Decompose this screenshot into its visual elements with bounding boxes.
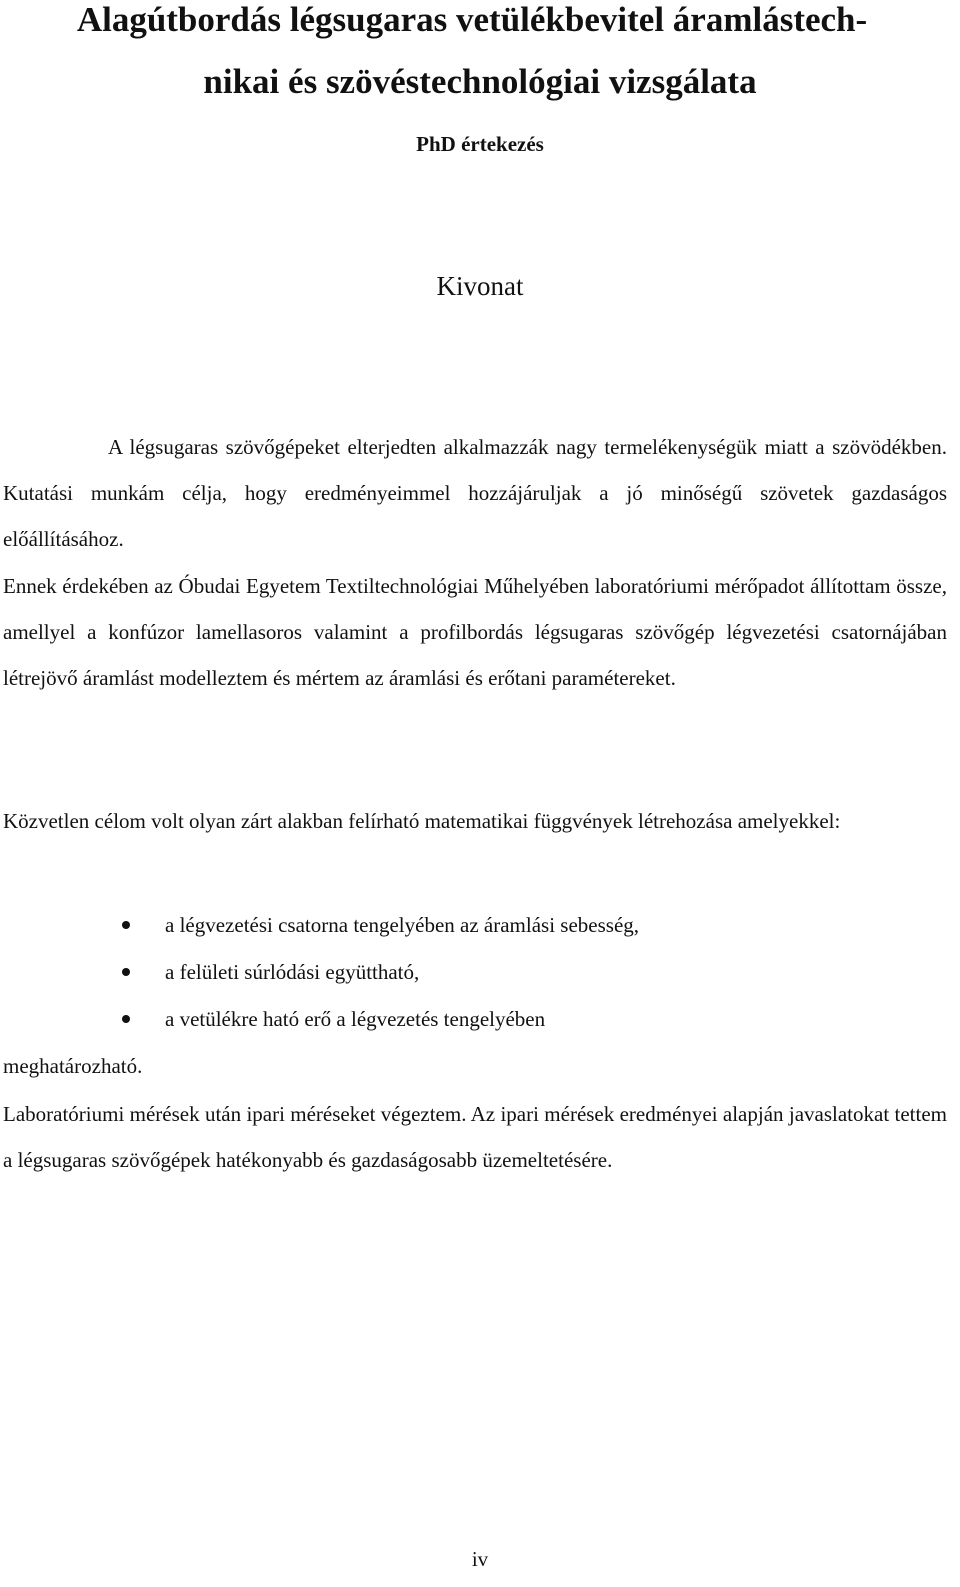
document-title-line-1: Alagútbordás légsugaras vetülékbevitel áramlástech- <box>76 0 868 39</box>
abstract-paragraph-2: Ennek érdekében az Óbudai Egyetem Textiltechnológiai Műhelyében laboratóriumi mérőpadot állítottam össze, amellyel a konfúzor lamellasoros valamint a profilbordás légsugaras szövőgép légvezetési csatornájában létrejövő áramlást modelleztem és mértem az áramlási és erőtani paramétereket. <box>3 574 947 690</box>
document-subtitle: PhD értekezés <box>416 132 544 156</box>
list-item <box>0 996 960 1043</box>
page-number: iv <box>471 1547 489 1571</box>
after-list-text: meghatározható. <box>3 1054 143 1078</box>
closing-paragraph: Laboratóriumi mérések után ipari méréseket végeztem. Az ipari mérések eredményei alapján javaslatokat tettem a légsugaras szövőgépek hatékonyabb és gazdaságosabb üzemeltetésére. <box>3 1102 947 1172</box>
section-heading: Kivonat <box>436 271 524 301</box>
bullet-list <box>0 902 960 1043</box>
list-item <box>0 902 960 949</box>
abstract-paragraph-3: Közvetlen célom volt olyan zárt alakban felírható matematikai függvények létrehozása amelyekkel: <box>3 809 841 833</box>
bullet-icon <box>122 968 130 976</box>
document-title-line-2: nikai és szövéstechnológiai vizsgálata <box>203 62 757 101</box>
list-item-text: a vetülékre ható erő a légvezetés tengelyében <box>165 1007 546 1031</box>
list-item-text: a felületi súrlódási együttható, <box>165 960 420 984</box>
list-item-text: a légvezetési csatorna tengelyében az áramlási sebesség, <box>165 913 640 937</box>
bullet-icon <box>122 1015 130 1023</box>
list-item <box>0 949 960 996</box>
bullet-icon <box>122 921 130 929</box>
abstract-paragraph-1: A légsugaras szövőgépeket elterjedten alkalmazzák nagy termelékenységük miatt a szövödékben. Kutatási munkám célja, hogy eredményeimmel hozzájáruljak a jó minőségű szövetek gazdaságos előállításához. <box>3 435 947 551</box>
